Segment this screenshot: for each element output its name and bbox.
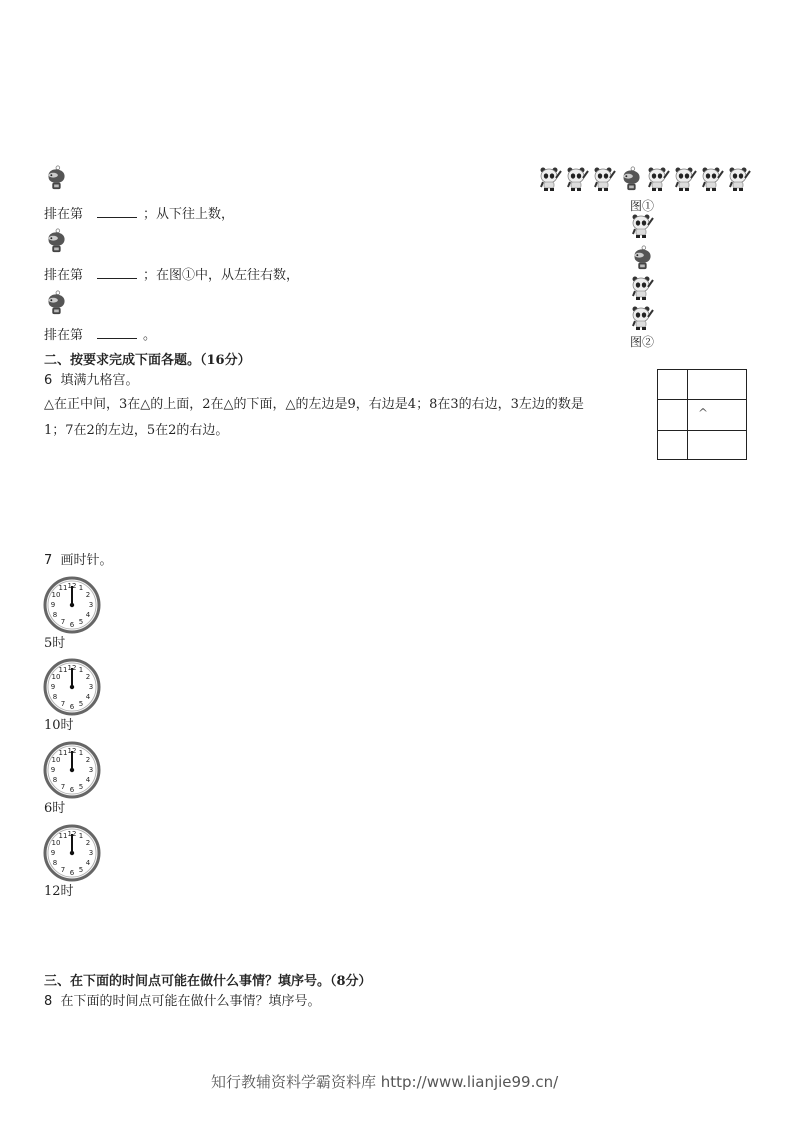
question-6-body-line-1: △在正中间，3在△的上面，2在△的下面，△的左边是9，右边是4；8在3的右边，3左边的数是 xyxy=(44,397,584,412)
fish-robot-icon xyxy=(619,166,643,192)
section-3-heading: 三、在下面的时间点可能在做什么事情？填序号。（8分） xyxy=(44,974,372,989)
panda-icon xyxy=(630,305,654,335)
panda-icon xyxy=(727,166,751,192)
panda-icon xyxy=(673,166,697,192)
clock-icon-6[interactable] xyxy=(43,741,101,799)
fish-robot-icon xyxy=(630,245,654,275)
figure-1-label: 图① xyxy=(630,199,655,213)
answer-blank-1[interactable] xyxy=(97,205,137,218)
q5-line-2-suffix: ；在图①中，从左往右数， xyxy=(143,268,300,283)
q5-line-3-suffix: 。 xyxy=(143,328,157,343)
grid-divider xyxy=(658,430,746,431)
grid-center-mark: ^ xyxy=(698,406,709,420)
figure-1-row xyxy=(538,166,751,192)
question-7-title xyxy=(44,553,113,569)
fish-robot-icon-3 xyxy=(44,290,68,320)
question-8-text: 在下面的时间点可能在做什么事情？填序号。 xyxy=(60,994,321,1009)
panda-icon xyxy=(630,213,654,243)
nine-grid[interactable] xyxy=(657,369,747,460)
clock-icon-12[interactable] xyxy=(43,824,101,882)
question-8-title xyxy=(44,994,321,1010)
clock-label-5: 5时 xyxy=(44,636,66,651)
panda-icon xyxy=(646,166,670,192)
q5-line-2 xyxy=(44,266,299,284)
question-6-body-line-2: 1；7在2的左边，5在2的右边。 xyxy=(44,423,229,438)
q5-line-1-prefix: 排在第 xyxy=(44,207,84,222)
question-8-number: 8 xyxy=(44,994,53,1009)
clock-icon-10[interactable] xyxy=(43,658,101,716)
grid-divider xyxy=(687,370,688,459)
panda-icon xyxy=(630,275,654,305)
question-6-text: 填满九格宫。 xyxy=(60,373,139,388)
answer-blank-3[interactable] xyxy=(97,326,137,339)
q5-line-3-prefix: 排在第 xyxy=(44,328,84,343)
question-7-text: 画时针。 xyxy=(60,553,113,568)
section-2-heading: 二、按要求完成下面各题。（16分） xyxy=(44,353,251,368)
question-7-number: 7 xyxy=(44,553,53,568)
panda-icon xyxy=(565,166,589,192)
q5-line-1-suffix: ；从下往上数， xyxy=(143,207,235,222)
footer-watermark: 知行教辅资料学霸资料库 http://www.lianjie99.cn/ xyxy=(211,1073,559,1091)
q5-line-1 xyxy=(44,205,234,223)
clock-icon-5[interactable] xyxy=(43,576,101,634)
fish-robot-icon-1 xyxy=(44,165,68,195)
question-6-title xyxy=(44,373,139,389)
panda-icon xyxy=(592,166,616,192)
q5-line-3 xyxy=(44,326,156,344)
figure-2-label: 图② xyxy=(630,335,655,349)
grid-divider xyxy=(658,399,746,400)
fish-robot-icon-2 xyxy=(44,228,68,258)
answer-blank-2[interactable] xyxy=(97,266,137,279)
clock-label-6: 6时 xyxy=(44,801,66,816)
clock-label-12: 12时 xyxy=(44,884,74,899)
q5-line-2-prefix: 排在第 xyxy=(44,268,84,283)
question-6-number: 6 xyxy=(44,373,53,388)
panda-icon xyxy=(700,166,724,192)
clock-label-10: 10时 xyxy=(44,718,74,733)
panda-icon xyxy=(538,166,562,192)
